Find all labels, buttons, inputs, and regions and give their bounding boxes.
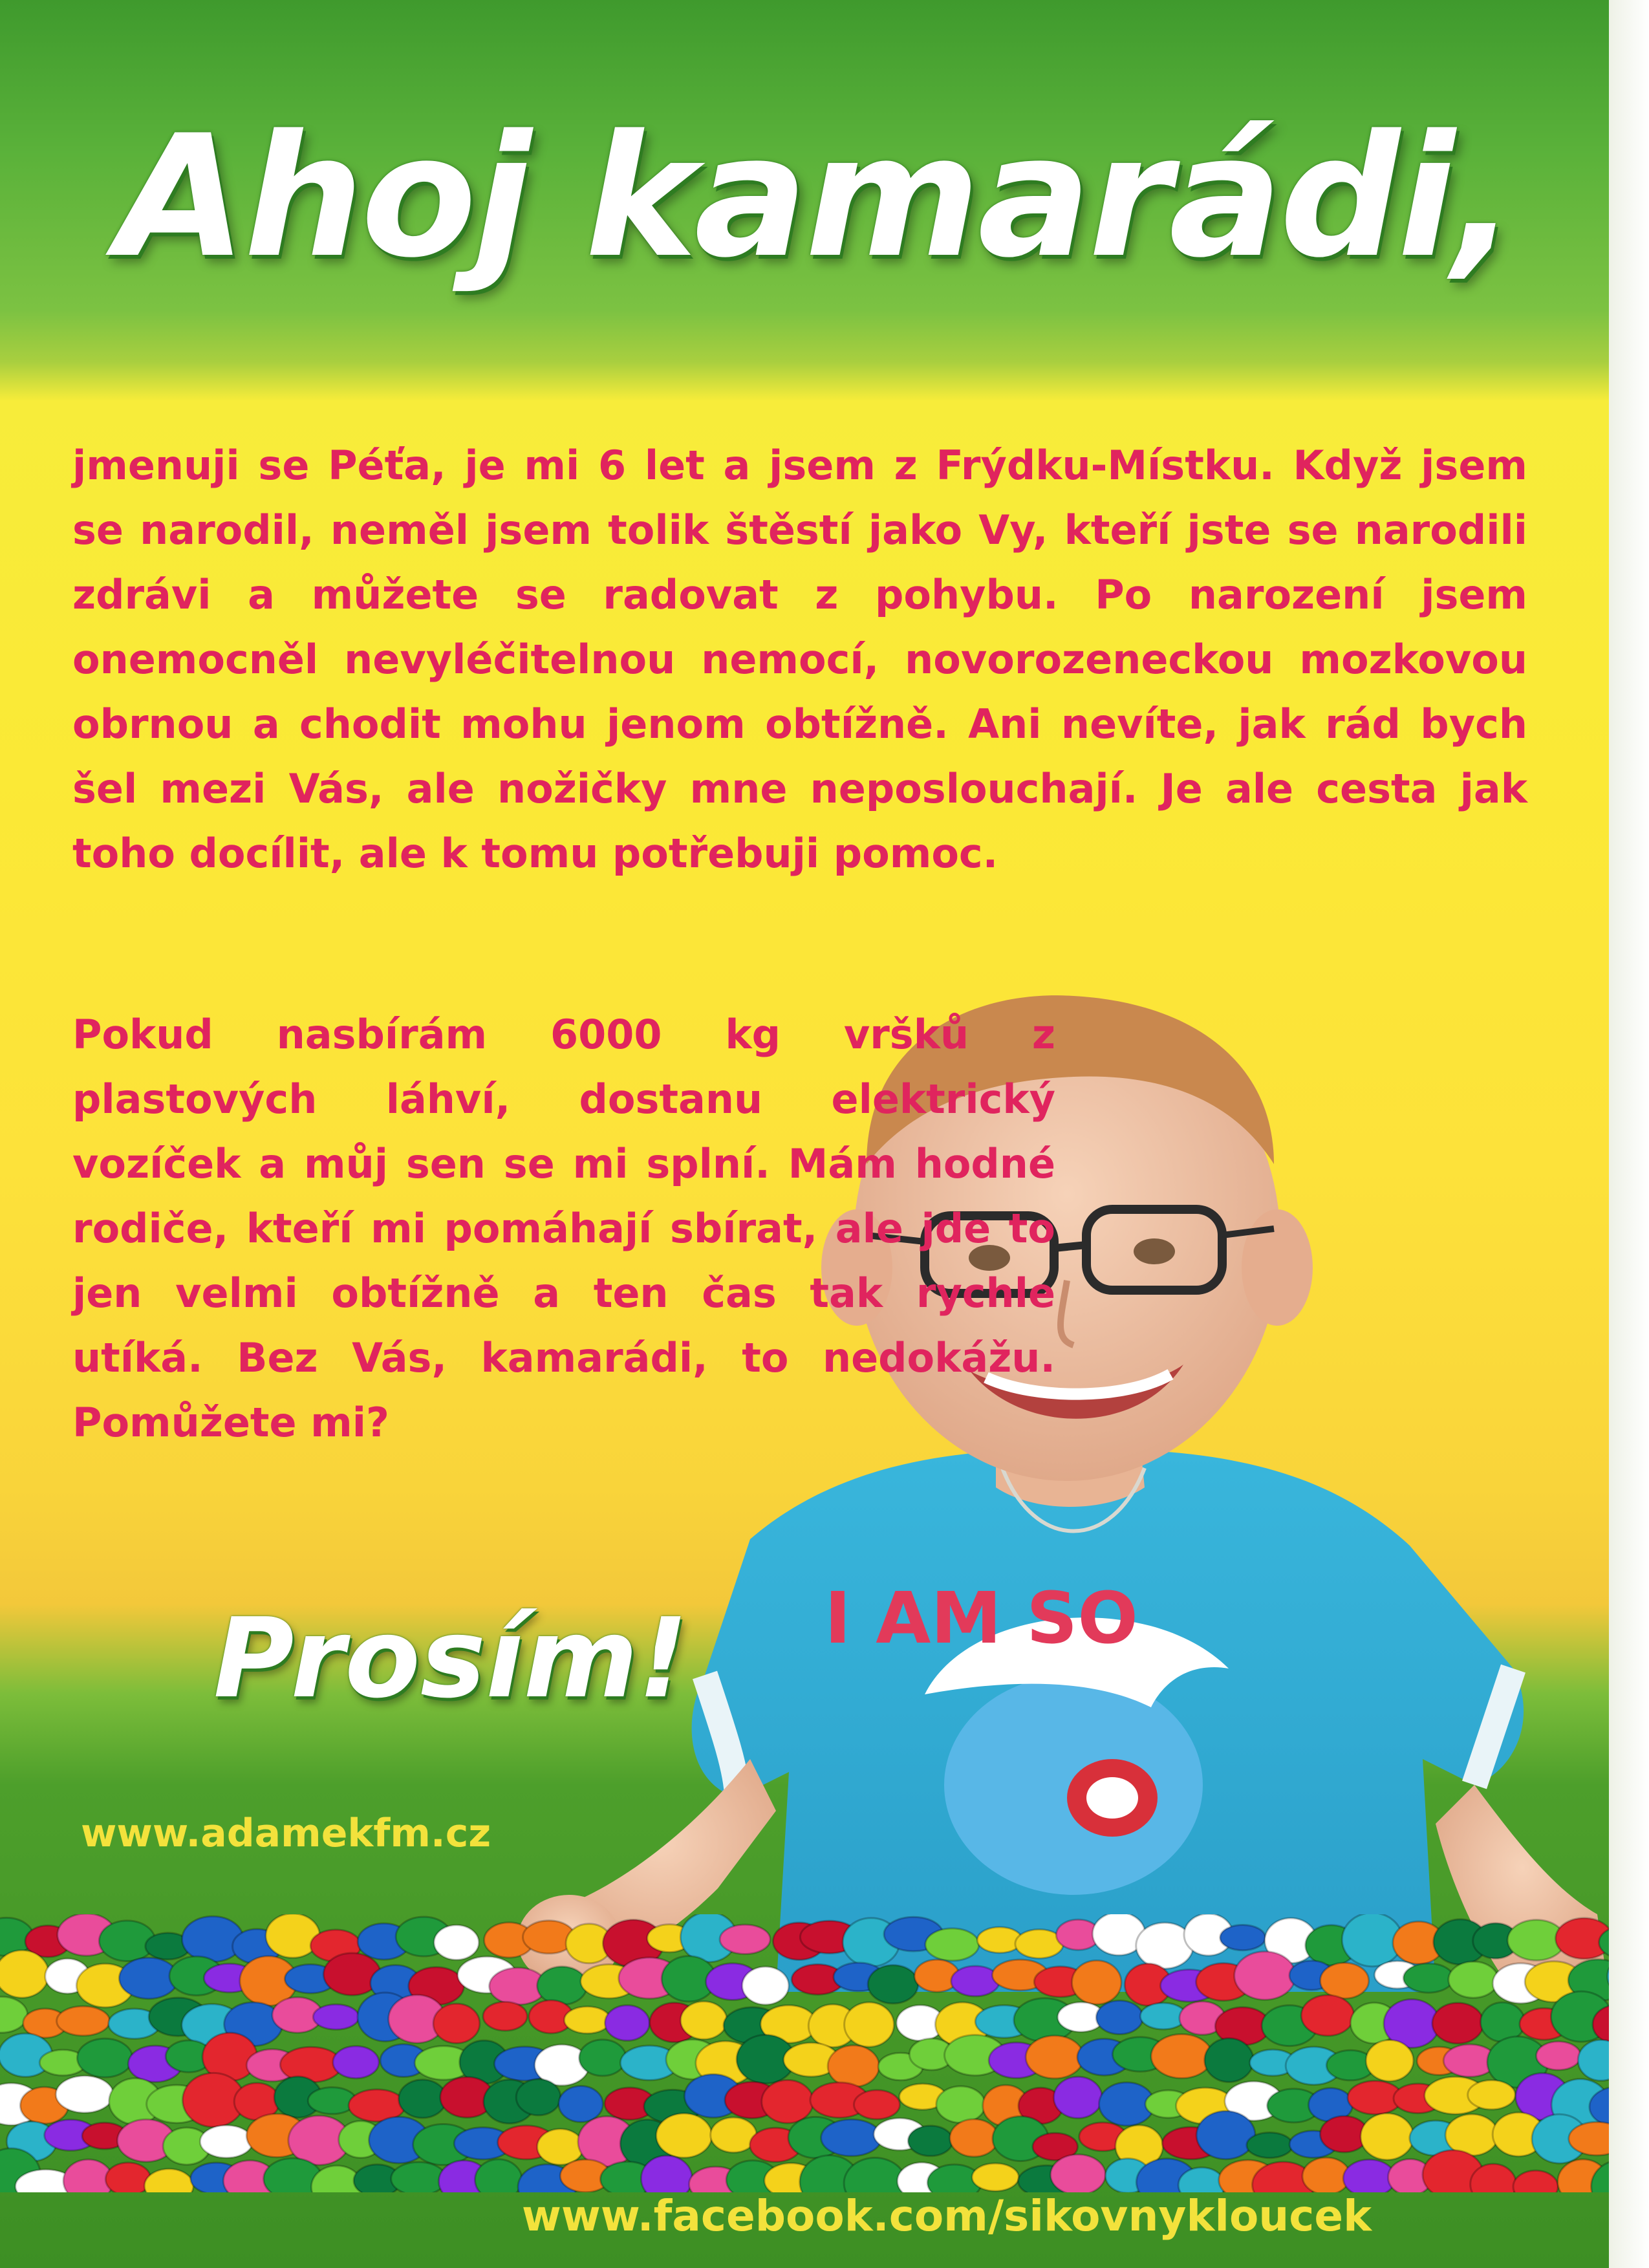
bottle-cap: [641, 2155, 692, 2192]
bottle-cap: [1403, 1963, 1453, 1993]
bottle-cap: [1096, 2001, 1143, 2035]
bottle-cap: [1361, 2113, 1414, 2160]
letter-paragraph-2: Pokud nasbírám 6000 kg vršků z plastových láhví, dostanu elektrický vozíček a můj sen se mi splní. Mám hodné rodiče, kteří mi pomáhají sbírat, ale jde to jen velmi obtížně a ten čas tak rychle utíká. Bez Vás, kamarádi, to nedokážu. Pomůžete mi?: [72, 1011, 1055, 1446]
bottle-cap: [399, 2080, 447, 2118]
bottle-cap: [1054, 2077, 1103, 2118]
bottle-cap: [821, 2119, 882, 2156]
bottle-cap: [936, 2086, 986, 2122]
bottle-cap: [828, 2046, 879, 2087]
bottle-cap: [742, 1967, 789, 2005]
bottle-cap: [1247, 2133, 1293, 2158]
bottle-cap: [1468, 2080, 1515, 2110]
facebook-link[interactable]: www.facebook.com/sikovnykloucek: [521, 2191, 1372, 2241]
plea-text: Prosím!: [213, 1595, 689, 1723]
bottle-cap: [1301, 1995, 1354, 2036]
bottle-cap: [1432, 2003, 1483, 2044]
bottle-cap: [868, 1965, 918, 2003]
bottle-cap: [854, 2090, 900, 2119]
bottle-cap: [57, 2006, 110, 2036]
bottle-cap: [845, 2002, 894, 2047]
bottle-cap: [1151, 2035, 1212, 2079]
bottle-cap: [605, 2005, 650, 2041]
shirt-print-text: I AM SO: [824, 1577, 1138, 1659]
bottle-cap: [951, 1966, 1000, 1996]
bottle-cap: [1578, 2040, 1609, 2080]
bottle-cap: [537, 1967, 587, 2005]
bottle-cap: [144, 2169, 193, 2192]
bottle-cap: [972, 2163, 1018, 2191]
headline: Ahoj kamarádi,: [116, 100, 1514, 295]
bottle-cap: [1026, 2036, 1083, 2079]
bottle-cap: [1234, 1952, 1296, 2000]
bottle-cap: [333, 2046, 379, 2079]
bottle-cap: [762, 2080, 814, 2123]
scan-margin: [1609, 0, 1649, 2268]
letter-paragraph-1: jmenuji se Péťa, je mi 6 let a jsem z Frýdku-Místku. Když jsem se narodil, neměl jsem tolik štěstí jako Vy, kteří jste se narodili zdrávi a můžete se radovat z pohybu. Po narození jsem onemocněl nevyléčitelnou nemocí, novorozeneckou mozkovou obrnou a chodit mohu jenom obtížně. Ani nevíte, jak rád bych šel mezi Vás, ale nožičky mne neposlouchají. Je ale cesta jak toho docílit, ale k tomu potřebuji pomoc.: [72, 442, 1527, 877]
bottle-cap: [56, 2076, 113, 2113]
bottle-cap: [1513, 2170, 1558, 2192]
bottle-cap: [1205, 2038, 1254, 2082]
bottle-cap: [475, 2159, 523, 2192]
bottle-cap: [516, 2079, 561, 2115]
bottle-cap: [1051, 2155, 1106, 2193]
bottle-cap: [1536, 2042, 1581, 2070]
bottle-cap: [1320, 1963, 1369, 1998]
bottle-cap: [1366, 2040, 1413, 2082]
bottle-cap: [483, 2002, 527, 2031]
bottle-cap: [844, 2158, 906, 2193]
bottle-cap: [1449, 1961, 1498, 1998]
bottle-cap: [559, 2086, 603, 2122]
bottle-cap: [77, 2038, 132, 2077]
bottle-cap: [1072, 1961, 1122, 2005]
bottle-cap: [908, 2126, 953, 2156]
bottle-cap: [391, 2162, 446, 2192]
website-link[interactable]: www.adamekfm.cz: [81, 1811, 491, 1856]
bottle-cap: [537, 2129, 583, 2165]
bottle-cap: [434, 1925, 479, 1960]
bottle-cap: [1220, 1925, 1266, 1950]
bottle-cap: [313, 2004, 359, 2029]
bottle-cap: [200, 2125, 252, 2157]
bottle-cap: [681, 2002, 727, 2039]
bottle-cap: [720, 1925, 770, 1954]
bottle-cap: [1196, 2111, 1255, 2159]
bottle-cap: [0, 1950, 48, 1998]
bottle-cap: [656, 2113, 712, 2157]
bottle-cap: [579, 2040, 626, 2076]
bottle-caps-photo: [0, 1914, 1609, 2192]
bottle-cap: [433, 2003, 480, 2043]
bottle-cap: [565, 2007, 610, 2034]
bottle-cap: [925, 1928, 979, 1961]
bottle-cap: [950, 2119, 998, 2157]
